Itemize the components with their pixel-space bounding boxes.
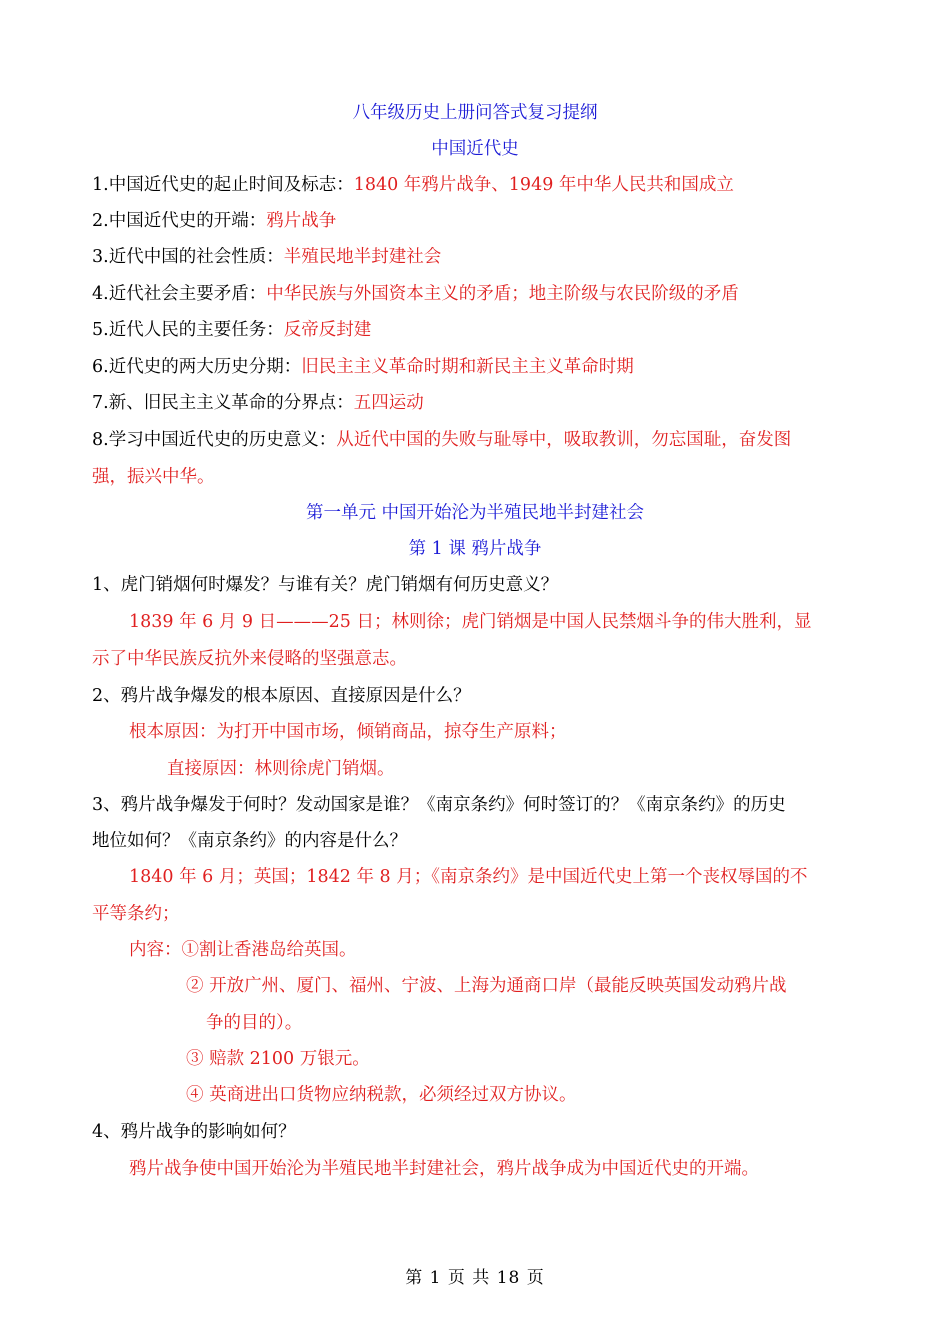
item-answer: 从近代中国的失败与耻辱中，吸取教训，勿忘国耻，奋发图 xyxy=(336,430,792,450)
question-3-continued: 地位如何？《南京条约》的内容是什么？ xyxy=(92,831,407,851)
treaty-content-3: ③ 赔款 2100 万银元。 xyxy=(186,1049,370,1069)
item-answer: 五四运动 xyxy=(353,393,424,413)
list-item xyxy=(92,173,734,197)
answer-2-direct-cause: 直接原因：林则徐虎门销烟。 xyxy=(167,759,395,779)
answer-1: 1839 年 6 月 9 日———25 日；林则徐；虎门销烟是中国人民禁烟斗争的伟大胜利，显 xyxy=(129,612,812,632)
list-item xyxy=(92,245,441,269)
question-3: 3、鸦片战争爆发于何时？发动国家是谁？《南京条约》何时签订的？《南京条约》的历史 xyxy=(92,795,786,815)
section-title: 中国近代史 xyxy=(431,139,519,159)
item-answer: 反帝反封建 xyxy=(283,320,372,340)
treaty-content-2: ② 开放广州、厦门、福州、宁波、上海为通商口岸（最能反映英国发动鸦片战 xyxy=(186,976,787,996)
item-question: 4.近代社会主要矛盾： xyxy=(92,284,267,304)
list-item xyxy=(92,282,739,306)
item-question: 2.中国近代史的开端： xyxy=(92,211,267,231)
item-answer: 半殖民地半封建社会 xyxy=(283,247,442,267)
treaty-content-2-continued: 争的目的）。 xyxy=(206,1013,303,1033)
list-item xyxy=(92,209,336,233)
list-item xyxy=(92,318,371,342)
list-item xyxy=(92,355,634,379)
item-answer: 中华民族与外国资本主义的矛盾；地主阶级与农民阶级的矛盾 xyxy=(266,284,739,304)
page-number: 第 1 页 共 18 页 xyxy=(405,1268,545,1288)
question-4: 4、鸦片战争的影响如何？ xyxy=(92,1122,296,1142)
answer-3: 1840 年 6 月；英国；1842 年 8 月；《南京条约》是中国近代史上第一个丧权辱国的不 xyxy=(129,867,808,887)
item-question: 1.中国近代史的起止时间及标志： xyxy=(92,175,354,195)
item-answer: 1840 年鸦片战争、1949 年中华人民共和国成立 xyxy=(353,175,734,195)
answer-4: 鸦片战争使中国开始沦为半殖民地半封建社会，鸦片战争成为中国近代史的开端。 xyxy=(129,1159,759,1179)
item-answer: 旧民主主义革命时期和新民主主义革命时期 xyxy=(301,357,634,377)
item-question: 6.近代史的两大历史分期： xyxy=(92,357,302,377)
question-2: 2、鸦片战争爆发的根本原因、直接原因是什么？ xyxy=(92,686,471,706)
list-item xyxy=(92,391,424,415)
item-question: 3.近代中国的社会性质： xyxy=(92,247,284,267)
answer-1-continued: 示了中华民族反抗外来侵略的坚强意志。 xyxy=(92,649,407,669)
document-title: 八年级历史上册问答式复习提纲 xyxy=(352,103,598,123)
answer-2-root-cause: 根本原因：为打开中国市场，倾销商品，掠夺生产原料； xyxy=(129,722,567,742)
question-1: 1、虎门销烟何时爆发？与谁有关？虎门销烟有何历史意义？ xyxy=(92,575,559,595)
item-question: 7.新、旧民主主义革命的分界点： xyxy=(92,393,354,413)
unit-title: 第一单元 中国开始沦为半殖民地半封建社会 xyxy=(305,503,645,523)
answer-3-continued: 平等条约； xyxy=(92,904,180,924)
lesson-title: 第 1 课 鸦片战争 xyxy=(408,539,542,559)
item-answer: 鸦片战争 xyxy=(266,211,337,231)
item-answer-continued: 强，振兴中华。 xyxy=(92,467,215,487)
item-question: 8.学习中国近代史的历史意义： xyxy=(92,430,337,450)
treaty-content-1: 内容：①割让香港岛给英国。 xyxy=(129,940,357,960)
list-item xyxy=(92,428,791,452)
treaty-content-4: ④ 英商进出口货物应纳税款，必须经过双方协议。 xyxy=(186,1085,577,1105)
item-question: 5.近代人民的主要任务： xyxy=(92,320,284,340)
